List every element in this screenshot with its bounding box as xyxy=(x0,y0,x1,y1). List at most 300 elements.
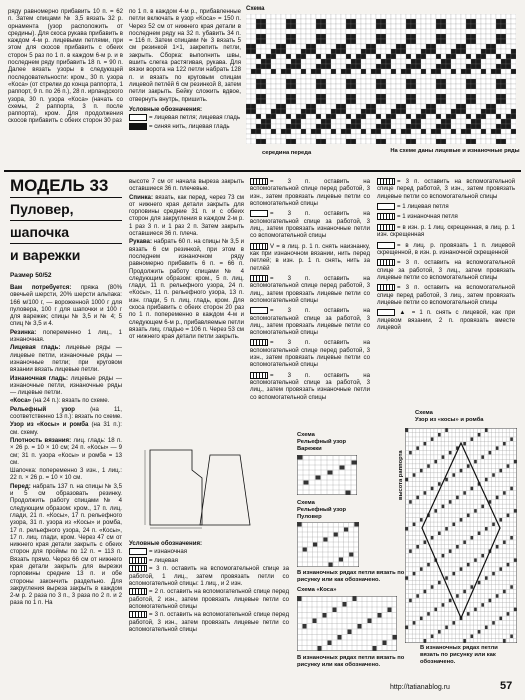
colorwork-cell xyxy=(266,89,271,94)
colorwork-cell xyxy=(506,129,511,134)
colorwork-cell xyxy=(256,74,261,79)
colorwork-cell xyxy=(491,79,496,84)
colorwork-cell xyxy=(411,104,416,109)
colorwork-cell xyxy=(296,69,301,74)
colorwork-cell xyxy=(476,19,481,24)
colorwork-cell xyxy=(501,54,506,59)
colorwork-cell xyxy=(486,134,491,139)
colorwork-cell xyxy=(506,109,511,114)
colorwork-cell xyxy=(291,59,296,64)
colorwork-cell xyxy=(341,99,346,104)
colorwork-cell xyxy=(366,54,371,59)
colorwork-cell xyxy=(456,49,461,54)
colorwork-cell xyxy=(401,69,406,74)
colorwork-cell xyxy=(256,134,261,139)
colorwork-cell xyxy=(276,94,281,99)
colorwork-cell xyxy=(416,69,421,74)
colorwork-cell xyxy=(466,119,471,124)
stitch-cell xyxy=(431,437,434,440)
colorwork-cell xyxy=(351,84,356,89)
colorwork-cell xyxy=(441,59,446,64)
colorwork-cell xyxy=(506,69,511,74)
stitch-cell xyxy=(496,496,499,499)
schema-note-2: В изнаночных рядах петли вязать по рисунку или как обозначено. xyxy=(297,655,405,668)
colorwork-cell xyxy=(271,44,276,49)
stitch-cell xyxy=(456,545,459,548)
colorwork-cell xyxy=(271,39,276,44)
stitch-cell xyxy=(434,460,437,463)
stitch-cell xyxy=(496,594,499,597)
colorwork-cell xyxy=(391,109,396,114)
colorwork-cell xyxy=(461,119,466,124)
colorwork-cell xyxy=(416,39,421,44)
colorwork-cell xyxy=(366,129,371,134)
colorwork-cell xyxy=(451,139,456,144)
colorwork-cell xyxy=(426,74,431,79)
lower-legend-4: = 2 п. оставить на вспомогательной спице перед работой, 2 изн., затем провязать лицевые петли со вспомогательной спицы xyxy=(129,588,289,610)
colorwork-cell xyxy=(406,19,411,24)
colorwork-cell xyxy=(386,79,391,84)
colorwork-cell xyxy=(251,84,256,89)
colorwork-cell xyxy=(421,29,426,34)
colorwork-cell xyxy=(451,44,456,49)
colorwork-cell xyxy=(466,64,471,69)
colorwork-cell xyxy=(336,124,341,129)
colorwork-cell xyxy=(276,29,281,34)
colorwork-cell xyxy=(486,49,491,54)
colorwork-cell xyxy=(416,124,421,129)
colorwork-cell xyxy=(466,54,471,59)
colorwork-cell xyxy=(436,114,441,119)
col4-legend-item xyxy=(377,224,515,239)
colorwork-cell xyxy=(281,99,286,104)
colorwork-cell xyxy=(251,39,256,44)
colorwork-cell xyxy=(441,94,446,99)
colorwork-cell xyxy=(476,129,481,134)
colorwork-cell xyxy=(396,69,401,74)
colorwork-cell xyxy=(286,24,291,29)
colorwork-cell xyxy=(486,59,491,64)
colorwork-cell xyxy=(271,59,276,64)
colorwork-cell xyxy=(251,44,256,49)
colorwork-cell xyxy=(401,129,406,134)
colorwork-cell xyxy=(266,134,271,139)
colorwork-cell xyxy=(356,119,361,124)
colorwork-cell xyxy=(461,124,466,129)
colorwork-cell xyxy=(476,64,481,69)
colorwork-cell xyxy=(356,74,361,79)
colorwork-cell xyxy=(506,134,511,139)
colorwork-cell xyxy=(501,24,506,29)
colorwork-cell xyxy=(286,44,291,49)
colorwork-cell xyxy=(321,104,326,109)
colorwork-cell xyxy=(256,14,261,19)
colorwork-cell xyxy=(486,74,491,79)
colorwork-cell xyxy=(361,124,366,129)
colorwork-cell xyxy=(321,79,326,84)
colorwork-cell xyxy=(346,59,351,64)
colorwork-cell xyxy=(411,59,416,64)
colorwork-cell xyxy=(466,139,471,144)
colorwork-cell xyxy=(341,39,346,44)
col3-legend-item xyxy=(250,243,370,272)
colorwork-cell xyxy=(356,84,361,89)
mid-text: вязать, как перед, через 73 см от нижнего края детали закрыть для горловины средние 31 п. и с обеих сторон для закругления в каждом 2-м р. 1 раз 3 п. и 1 раз 2 п. Затем закрыть оставшиеся 36 п. плеча. xyxy=(129,193,244,238)
colorwork-cell xyxy=(336,79,341,84)
colorwork-cell xyxy=(381,19,386,24)
colorwork-cell xyxy=(296,89,301,94)
colorwork-cell xyxy=(331,14,336,19)
colorwork-cell xyxy=(261,99,266,104)
colorwork-cell xyxy=(261,74,266,79)
colorwork-cell xyxy=(446,79,451,84)
colorwork-cell xyxy=(391,29,396,34)
colorwork-cell xyxy=(446,124,451,129)
colorwork-cell xyxy=(286,139,291,144)
colorwork-cell xyxy=(401,14,406,19)
colorwork-cell xyxy=(381,24,386,29)
colorwork-cell xyxy=(386,59,391,64)
colorwork-cell xyxy=(471,99,476,104)
colorwork-cell xyxy=(496,64,501,69)
colorwork-cell xyxy=(326,64,331,69)
colorwork-cell xyxy=(296,109,301,114)
colorwork-cell xyxy=(371,59,376,64)
colorwork-cell xyxy=(351,44,356,49)
stitch-cell xyxy=(409,500,412,503)
stitch-cell xyxy=(474,608,477,611)
col4-legend-item xyxy=(377,284,515,306)
colorwork-cell xyxy=(461,39,466,44)
colorwork-cell xyxy=(371,104,376,109)
colorwork-cell xyxy=(496,34,501,39)
colorwork-cell xyxy=(426,49,431,54)
colorwork-cell xyxy=(351,14,356,19)
colorwork-cell xyxy=(481,94,486,99)
colorwork-cell xyxy=(286,54,291,59)
stitch-cell xyxy=(346,491,351,495)
colorwork-cell xyxy=(456,29,461,34)
colorwork-cell xyxy=(371,49,376,54)
colorwork-cell xyxy=(291,54,296,59)
colorwork-cell xyxy=(336,49,341,54)
colorwork-cell xyxy=(296,14,301,19)
colorwork-cell xyxy=(251,34,256,39)
colorwork-cell xyxy=(316,79,321,84)
colorwork-cell xyxy=(396,89,401,94)
colorwork-cell xyxy=(436,119,441,124)
colorwork-cell xyxy=(296,94,301,99)
colorwork-cell xyxy=(401,44,406,49)
colorwork-cell xyxy=(261,24,266,29)
col3-legend-text: = 3 п. оставить на вспомогательной спице за работой, 3 лиц., затем провязать изнаночные петли со вспомогательной спицы xyxy=(250,371,370,401)
colorwork-cell xyxy=(431,89,436,94)
colorwork-cell xyxy=(286,114,291,119)
colorwork-cell xyxy=(506,114,511,119)
colorwork-cell xyxy=(471,49,476,54)
left-paragraph xyxy=(10,421,122,436)
lower-legend-1: = изнаночная xyxy=(149,548,188,556)
colorwork-cell xyxy=(291,104,296,109)
colorwork-cell xyxy=(316,129,321,134)
colorwork-cell xyxy=(341,59,346,64)
col3-legend-text: = 3 п. оставить на вспомогательной спице за работой, 3 лиц., затем провязать изнаночные петли со вспомогательной спицы xyxy=(250,210,370,240)
colorwork-cell xyxy=(316,109,321,114)
colorwork-cell xyxy=(341,64,346,69)
colorwork-cell xyxy=(326,124,331,129)
colorwork-cell xyxy=(321,59,326,64)
colorwork-cell xyxy=(336,129,341,134)
colorwork-cell xyxy=(351,79,356,84)
colorwork-cell xyxy=(311,49,316,54)
colorwork-cell xyxy=(281,84,286,89)
colorwork-cell xyxy=(461,134,466,139)
colorwork-cell xyxy=(501,44,506,49)
colorwork-cell xyxy=(401,109,406,114)
colorwork-cell xyxy=(401,34,406,39)
colorwork-cell xyxy=(311,104,316,109)
colorwork-cell xyxy=(421,39,426,44)
colorwork-cell xyxy=(341,124,346,129)
colorwork-cell xyxy=(381,74,386,79)
stitch-cell xyxy=(449,451,452,454)
top-col-1-text: ряду равномерно прибавить 10 п. = 62 п. Затем спицами № 3,5 вязать 32 р. орнамента (узор расположить от средины). Для скоса рукава прибавить в каждом 4-м р. лицевыми петлями, при этом для скосов прибавить с обеих сторон 5 раз по 1 п. в каждом 6-м р. и в последнем ряду прибавить 18 п. = 90 п. Далее вязать узоры в следующей последовательности: кром., 30 п. узора «Коса» (от стрелки до конца раппорта, 1 раппорт, 9 п. по 26 п.), 28 п. ирландского узора, 30 п. узора «Коса» (начать со схемы, 2 раппорта, 3 п. после раппорта), кром. Для продолжения скосов прибавить с обеих сторон 30 раз xyxy=(8,8,123,125)
stitch-cell xyxy=(416,545,419,548)
colorwork-cell xyxy=(421,99,426,104)
col4-legend-text: = 3 п. оставить на вспомогательной спице перед работой, 3 изн., затем провязать лицевые петли со вспомогательной спицы xyxy=(377,178,515,200)
colorwork-cell xyxy=(376,39,381,44)
colorwork-cell xyxy=(401,49,406,54)
colorwork-cell xyxy=(396,64,401,69)
colorwork-cell xyxy=(391,79,396,84)
colorwork-cell xyxy=(366,79,371,84)
colorwork-cell xyxy=(411,19,416,24)
colorwork-cell xyxy=(271,124,276,129)
colorwork-cell xyxy=(411,34,416,39)
left-lead: Изнаночная гладь: xyxy=(10,374,69,382)
colorwork-cell xyxy=(246,99,251,104)
colorwork-cell xyxy=(411,64,416,69)
colorwork-cell xyxy=(296,84,301,89)
colorwork-cell xyxy=(361,69,366,74)
colorwork-cell xyxy=(306,84,311,89)
colorwork-cell xyxy=(436,44,441,49)
colorwork-cell xyxy=(381,84,386,89)
colorwork-cell xyxy=(456,59,461,64)
stitch-cell xyxy=(373,646,377,651)
colorwork-cell xyxy=(501,69,506,74)
colorwork-cell xyxy=(361,119,366,124)
colorwork-cell xyxy=(261,49,266,54)
colorwork-cell xyxy=(296,19,301,24)
colorwork-cell xyxy=(386,34,391,39)
colorwork-cell xyxy=(396,134,401,139)
colorwork-cell xyxy=(251,54,256,59)
colorwork-cell xyxy=(331,54,336,59)
colorwork-cell xyxy=(286,119,291,124)
stitch-cell xyxy=(492,523,495,526)
colorwork-cell xyxy=(381,49,386,54)
colorwork-cell xyxy=(391,84,396,89)
lower-legend xyxy=(129,540,289,634)
colorwork-cell xyxy=(276,134,281,139)
colorwork-cell xyxy=(286,14,291,19)
colorwork-cell xyxy=(461,44,466,49)
colorwork-cell xyxy=(311,19,316,24)
colorwork-cell xyxy=(336,14,341,19)
colorwork-cell xyxy=(436,124,441,129)
colorwork-cell xyxy=(281,79,286,84)
colorwork-cell xyxy=(286,129,291,134)
colorwork-cell xyxy=(511,54,516,59)
colorwork-cell xyxy=(456,94,461,99)
colorwork-cell xyxy=(441,19,446,24)
colorwork-cell xyxy=(391,139,396,144)
colorwork-cell xyxy=(336,54,341,59)
colorwork-cell xyxy=(451,34,456,39)
colorwork-cell xyxy=(411,44,416,49)
colorwork-cell xyxy=(466,129,471,134)
cable-symbol-icon xyxy=(250,210,268,217)
colorwork-cell xyxy=(471,64,476,69)
colorwork-cell xyxy=(501,129,506,134)
colorwork-cell xyxy=(331,29,336,34)
colorwork-cell xyxy=(446,119,451,124)
colorwork-cell xyxy=(456,54,461,59)
colorwork-cell xyxy=(421,114,426,119)
colorwork-cell xyxy=(261,129,266,134)
colorwork-cell xyxy=(446,59,451,64)
stitch-cell xyxy=(424,540,427,543)
stitch-cell xyxy=(474,509,477,512)
colorwork-cell xyxy=(476,79,481,84)
colorwork-cell xyxy=(266,14,271,19)
colorwork-cell xyxy=(261,64,266,69)
colorwork-cell xyxy=(426,54,431,59)
colorwork-cell xyxy=(436,74,441,79)
colorwork-cell xyxy=(276,79,281,84)
colorwork-cell xyxy=(486,29,491,34)
colorwork-cell xyxy=(396,14,401,19)
colorwork-cell xyxy=(256,19,261,24)
colorwork-cell xyxy=(491,34,496,39)
colorwork-cell xyxy=(461,114,466,119)
left-paragraph xyxy=(10,329,122,344)
colorwork-cell xyxy=(291,139,296,144)
colorwork-cell xyxy=(341,14,346,19)
colorwork-cell xyxy=(356,19,361,24)
colorwork-cell xyxy=(471,69,476,74)
colorwork-cell xyxy=(496,124,501,129)
colorwork-cell xyxy=(411,109,416,114)
colorwork-cell xyxy=(451,134,456,139)
colorwork-cell xyxy=(361,34,366,39)
colorwork-cell xyxy=(486,44,491,49)
colorwork-cell xyxy=(411,89,416,94)
colorwork-cell xyxy=(321,84,326,89)
colorwork-cell xyxy=(366,59,371,64)
colorwork-cell xyxy=(466,99,471,104)
colorwork-cell xyxy=(496,114,501,119)
colorwork-cell xyxy=(406,109,411,114)
colorwork-cell xyxy=(386,134,391,139)
colorwork-cell xyxy=(261,134,266,139)
stitch-cell xyxy=(445,478,448,481)
col4-legend-item xyxy=(377,242,515,257)
colorwork-cell xyxy=(391,24,396,29)
colorwork-cell xyxy=(491,109,496,114)
stitch-cell xyxy=(427,612,430,615)
colorwork-cell xyxy=(356,99,361,104)
colorwork-cell xyxy=(336,84,341,89)
colorwork-cell xyxy=(361,84,366,89)
colorwork-cell xyxy=(426,119,431,124)
colorwork-cell xyxy=(426,39,431,44)
colorwork-cell xyxy=(511,99,516,104)
col3-legend-text: V = в лиц. р. 1 п. снять наизнанку, как при изнаночном вязании, нить перед петлей; в изн. р. 1 п. снять, нить за петлёй xyxy=(250,242,370,272)
colorwork-cell xyxy=(276,34,281,39)
colorwork-cell xyxy=(276,59,281,64)
colorwork-cell xyxy=(456,109,461,114)
colorwork-cell xyxy=(411,84,416,89)
colorwork-cell xyxy=(461,19,466,24)
colorwork-cell xyxy=(426,139,431,144)
stitch-cell xyxy=(503,540,506,543)
colorwork-cell xyxy=(326,134,331,139)
colorwork-cell xyxy=(381,109,386,114)
colorwork-cell xyxy=(461,14,466,19)
stitch-cell xyxy=(478,630,481,633)
colorwork-cell xyxy=(286,34,291,39)
colorwork-cell xyxy=(386,119,391,124)
colorwork-cell xyxy=(441,29,446,34)
colorwork-cell xyxy=(381,139,386,144)
colorwork-cell xyxy=(351,124,356,129)
stitch-cell xyxy=(478,532,481,535)
colorwork-cell xyxy=(301,29,306,34)
colorwork-cell xyxy=(426,109,431,114)
colorwork-cell xyxy=(311,14,316,19)
colorwork-cell xyxy=(246,139,251,144)
colorwork-cell xyxy=(481,89,486,94)
colorwork-cell xyxy=(301,74,306,79)
colorwork-cell xyxy=(426,24,431,29)
colorwork-cell xyxy=(406,49,411,54)
colorwork-cell xyxy=(356,139,361,144)
colorwork-cell xyxy=(391,124,396,129)
colorwork-cell xyxy=(486,129,491,134)
colorwork-cell xyxy=(491,129,496,134)
colorwork-cell xyxy=(376,24,381,29)
stitch-cell xyxy=(420,469,423,472)
colorwork-cell xyxy=(486,114,491,119)
colorwork-cell xyxy=(246,54,251,59)
colorwork-cell xyxy=(286,19,291,24)
colorwork-cell xyxy=(361,19,366,24)
colorwork-cell xyxy=(426,104,431,109)
colorwork-cell xyxy=(436,134,441,139)
colorwork-cell xyxy=(261,114,266,119)
colorwork-cell xyxy=(441,69,446,74)
colorwork-cell xyxy=(471,104,476,109)
colorwork-cell xyxy=(501,79,506,84)
colorwork-cell xyxy=(251,124,256,129)
stitch-cell xyxy=(409,549,412,552)
col3-legend-text: = 3 п. оставить на вспомогательной спице за работой, 3 лиц., затем провязать лицевые петли со вспомогательной спицы xyxy=(250,307,370,337)
cable-symbol-icon xyxy=(250,307,268,314)
colorwork-cell xyxy=(316,59,321,64)
colorwork-cell xyxy=(461,54,466,59)
